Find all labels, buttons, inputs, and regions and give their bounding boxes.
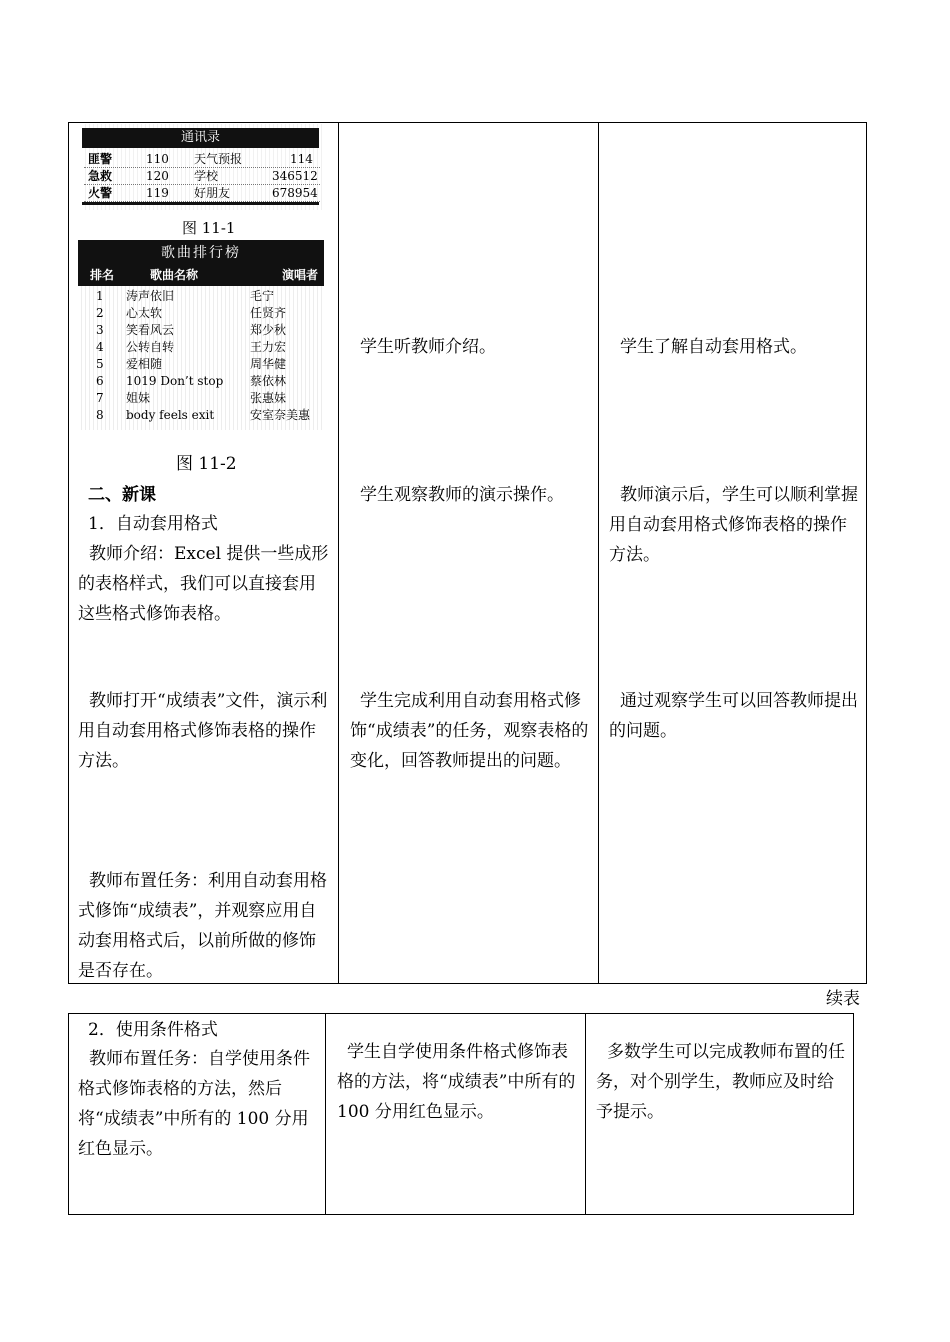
goal-complete-text: 多数学生可以完成教师布置的任务，对个别学生，教师应及时给予提示。 — [596, 1042, 845, 1122]
figure-11-2-title: 歌曲排行榜 — [161, 245, 241, 261]
figure-11-2-row: 8 body feels exit 安室奈美惠 — [96, 408, 311, 422]
table1-border-right — [866, 122, 867, 984]
table1-divider-2 — [598, 122, 599, 984]
teacher-task-conditional-text: 教师布置任务：自学使用条件格式修饰表格的方法，然后将“成绩表”中所有的 100 分用红色显示。 — [78, 1049, 310, 1159]
figure-11-1-row: 火警 119 好朋友 678954 — [84, 185, 320, 202]
goal-understand-text: 学生了解自动套用格式。 — [620, 337, 807, 357]
figure-11-2-col-song: 歌曲名称 — [150, 268, 199, 282]
student-complete-text: 学生完成利用自动套用格式修饰“成绩表”的任务，观察表格的变化，回答教师提出的问题。 — [350, 691, 589, 771]
student-observe-text: 学生观察教师的演示操作。 — [360, 485, 564, 505]
table2-border-right — [853, 1013, 854, 1215]
student-selfstudy-text: 学生自学使用条件格式修饰表格的方法，将“成绩表”中所有的 100 分用红色显示。 — [337, 1042, 581, 1122]
table2-border-left — [68, 1013, 69, 1215]
figure-11-2-caption: 图 11-2 — [176, 454, 237, 474]
figure-11-2-row: 3 笑看风云 郑少秋 — [96, 323, 287, 337]
item-auto-format: 1．自动套用格式 — [88, 514, 218, 534]
goal-answer-text: 通过观察学生可以回答教师提出的问题。 — [609, 691, 858, 741]
teacher-intro-text: 教师介绍：Excel 提供一些成形的表格样式，我们可以直接套用这些格式修饰表格。 — [78, 544, 329, 624]
figure-11-2-row: 2 心太软 任贤齐 — [96, 306, 287, 320]
teacher-demo-text: 教师打开“成绩表”文件，演示利用自动套用格式修饰表格的操作方法。 — [78, 691, 328, 771]
item-conditional-format: 2．使用条件格式 — [88, 1020, 218, 1040]
figure-11-2-image — [78, 240, 324, 430]
figure-11-2-row: 5 爱相随 周华健 — [96, 357, 287, 371]
teacher-task-text: 教师布置任务：利用自动套用格式修饰“成绩表”，并观察应用自动套用格式后，以前所做的修饰是否存在。 — [78, 871, 327, 981]
table2-border-bottom — [68, 1214, 854, 1215]
figure-11-2-row: 4 公转自转 王力宏 — [96, 340, 287, 354]
figure-11-2-col-singer: 演唱者 — [282, 268, 319, 282]
figure-11-2-row: 1 涛声依旧 毛宁 — [96, 289, 275, 303]
table2-divider-1 — [325, 1013, 326, 1215]
table2-border-top — [68, 1013, 854, 1014]
figure-11-1-bottom-bar — [82, 202, 319, 205]
table1-divider-1 — [338, 122, 339, 984]
figure-11-2-row: 6 1019 Don’t stop 蔡依林 — [96, 374, 287, 388]
goal-master-text: 教师演示后，学生可以顺利掌握用自动套用格式修饰表格的操作方法。 — [609, 485, 858, 565]
figure-11-2-col-rank: 排名 — [90, 268, 115, 282]
table2-divider-2 — [585, 1013, 586, 1215]
section-heading: 二、新课 — [88, 485, 156, 505]
table1-border-left — [68, 122, 69, 984]
continued-label: 续表 — [826, 989, 860, 1009]
figure-11-1-image — [82, 124, 322, 210]
student-listen-text: 学生听教师介绍。 — [360, 337, 496, 357]
figure-11-1-row: 急救 120 学校 346512 — [84, 168, 320, 185]
figure-11-2-row: 7 姐妹 张惠妹 — [96, 391, 287, 405]
table1-border-top — [68, 122, 867, 123]
figure-11-2-header — [78, 240, 324, 286]
figure-11-1-title: 通讯录 — [82, 128, 319, 148]
figure-11-1-caption: 图 11-1 — [182, 219, 236, 237]
figure-11-1-row: 匪警 110 天气预报 114 — [84, 151, 320, 168]
